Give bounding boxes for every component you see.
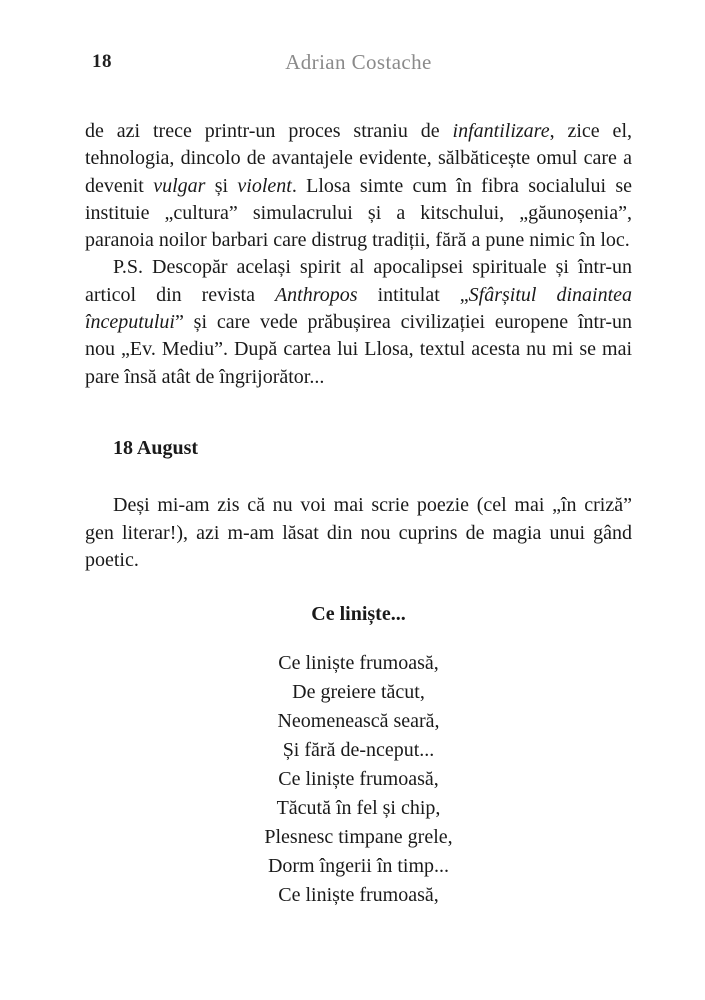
text-segment: , zice el, tehnologia, dincolo de avantajele evidente, sălbăticește omul care a devenit	[85, 120, 632, 197]
page-number: 18	[92, 51, 112, 72]
poem-line: Dorm îngerii în timp...	[267, 855, 450, 878]
diary-paragraph: Deși mi-am zis că nu voi mai scrie poezie (cel mai „în criză” gen literar!), azi m-am lăsat din nou cuprins de magia unui gând poetic.	[85, 494, 632, 571]
poem-line: Ce liniște frumoasă,	[278, 768, 439, 791]
italic-title: Anthropos	[274, 283, 358, 306]
text-segment: și	[205, 174, 238, 197]
text-segment: intitulat „	[357, 283, 469, 306]
poem-line: Plesnesc timpane grele,	[264, 826, 453, 849]
running-header-author: Adrian Costache	[285, 50, 432, 74]
italic-term: infantilizare	[452, 120, 550, 142]
italic-title: Sfârșitul dinaintea începutului	[85, 283, 632, 334]
page-body	[85, 118, 632, 910]
diary-date-heading: 18 August	[113, 436, 199, 459]
italic-term: violent	[237, 174, 292, 197]
paragraph-continuation	[85, 118, 632, 254]
text-segment: ” și care vede prăbușirea civilizației europene într-un nou „Ev. Mediu”. După cartea lui Llosa, textul acesta nu mi se mai pare însă atât de îngrijorător...	[85, 311, 632, 388]
poem-line: Ce liniște frumoasă,	[278, 884, 439, 907]
poem-line: Neomenească seară,	[277, 710, 440, 733]
poem	[85, 649, 632, 910]
poem-line: Tăcută în fel și chip,	[276, 797, 441, 820]
running-header	[85, 50, 632, 76]
text-segment: . Llosa simte cum în fibra socialului se instituie „cultura” simulacrului și a kitschului, „găunoșenia”, paranoia noilor barbari care distrug tradiții, fără a pune nimic în loc.	[85, 174, 632, 252]
poem-line: Și fără de-nceput...	[282, 739, 435, 762]
poem-line: De greiere tăcut,	[292, 681, 425, 704]
text-segment: de azi trece printr-un proces straniu de	[85, 120, 453, 142]
italic-term: vulgar	[153, 174, 206, 197]
poem-title: Ce liniște...	[311, 603, 406, 626]
ps-paragraph	[85, 254, 632, 390]
text-segment: P.S. Descopăr același spirit al apocalipsei spirituale și într-un articol din revista	[85, 256, 632, 306]
poem-line: Ce liniște frumoasă,	[278, 652, 439, 675]
